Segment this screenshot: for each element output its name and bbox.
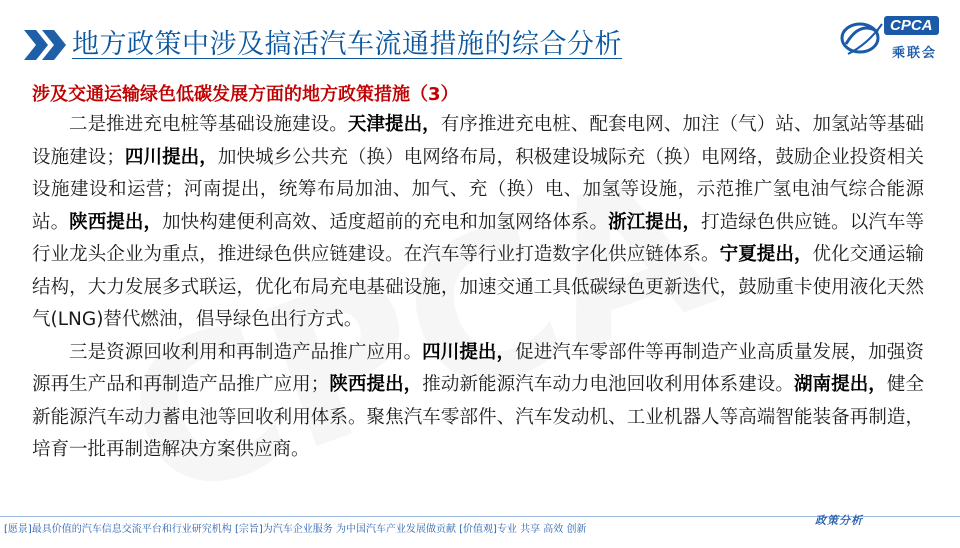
footer-mission: [愿景]最具价值的汽车信息交流平台和行业研究机构 [宗旨]为汽车企业服务 为中国汽车产业发展做贡献 [价值观]专业 共享 高效 创新 bbox=[4, 524, 587, 535]
policy-text: 有序推进充电桩、配套电网、加注（气）站、加氢站等基础设施建设； bbox=[32, 114, 924, 168]
double-chevron-icon bbox=[20, 28, 72, 62]
province-label: 陕西提出， bbox=[69, 211, 163, 233]
policy-text: 优化交通运输结构，大力发展多式联运，优化布局充电基础设施，加速交通工具低碳绿色更新迭代，鼓励重卡使用液化天然气(LNG)替代燃油，倡导绿色出行方式。 bbox=[32, 244, 924, 330]
footer-section-label: 政策分析 bbox=[815, 514, 863, 527]
page-title: 地方政策中涉及搞活汽车流通措施的综合分析 bbox=[72, 29, 622, 60]
policy-text: 加快城乡公共充（换）电网络布局，积极建设城际充（换）电网络，鼓励企业投资相关设施建设和运营；河南提出，统筹布局加油、加气、充（换）电、加氢等设施，示范推广氢电油气综合能源站。 bbox=[32, 146, 924, 233]
province-label: 四川提出， bbox=[422, 341, 516, 363]
policy-text: 推动新能源汽车动力电池回收利用体系建设。 bbox=[422, 374, 794, 395]
policy-text: 加快构建便利高效、适度超前的充电和加氢网络体系。 bbox=[162, 211, 609, 233]
body-text bbox=[32, 109, 924, 467]
slide-header bbox=[0, 0, 960, 72]
section-subtitle: 涉及交通运输绿色低碳发展方面的地方政策措施（3） bbox=[32, 84, 459, 105]
province-label: 宁夏提出， bbox=[719, 244, 813, 265]
policy-text: 打造绿色供应链。以汽车等行业龙头企业为重点，推进绿色供应链建设。在汽车等行业打造数字化供应链体系。 bbox=[32, 211, 924, 265]
province-label: 湖南提出， bbox=[793, 374, 887, 395]
policy-text: 二是推进充电桩等基础设施建设。 bbox=[69, 114, 348, 135]
province-label: 陕西提出， bbox=[329, 374, 423, 395]
policy-text: 健全新能源汽车动力蓄电池等回收利用体系。聚焦汽车零部件、汽车发动机、工业机器人等高端智能装备再制造，培育一批再制造解决方案供应商。 bbox=[32, 374, 924, 460]
logo-subtext: 乘联会 bbox=[892, 46, 938, 61]
province-label: 四川提出， bbox=[124, 146, 218, 168]
province-label: 浙江提出， bbox=[608, 211, 702, 233]
province-label: 天津提出， bbox=[347, 114, 441, 135]
logo-text: CPCA bbox=[884, 16, 939, 35]
policy-text: 促进汽车零部件等再制造产业高质量发展，加强资源再生产品和再制造产品推广应用； bbox=[32, 341, 924, 395]
policy-text: 三是资源回收利用和再制造产品推广应用。 bbox=[69, 341, 423, 363]
paragraph-recycling bbox=[32, 337, 924, 467]
paragraph-infrastructure bbox=[32, 109, 924, 337]
